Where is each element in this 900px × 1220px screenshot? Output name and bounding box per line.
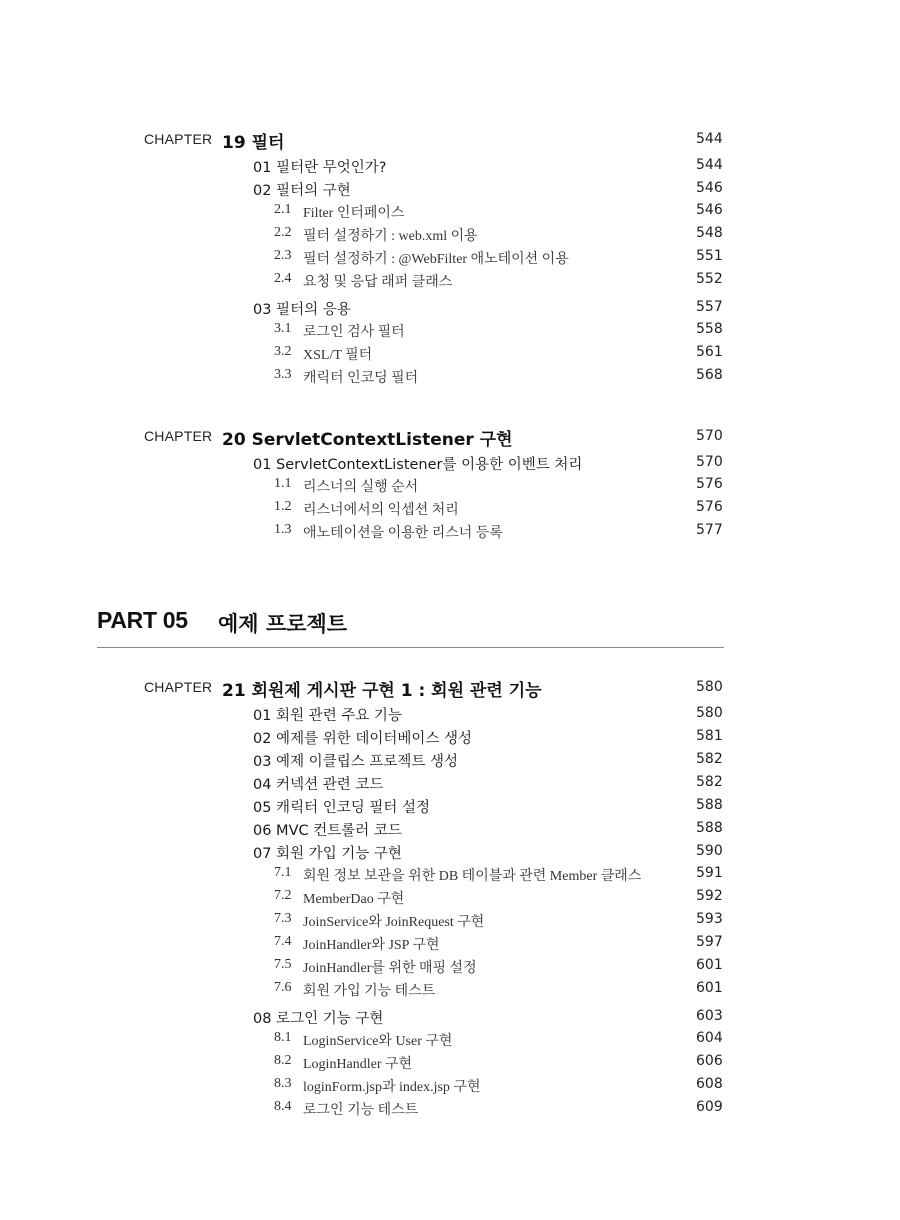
subsection-title[interactable]: JoinHandler와 JSP 구현	[303, 938, 440, 953]
subsection-title[interactable]: 회원 가입 기능 테스트	[303, 984, 436, 999]
subsection-number: 2.2	[274, 225, 292, 240]
section-title[interactable]: 03 예제 이클립스 프로젝트 생성	[253, 754, 458, 770]
subsection-page-number: 558	[696, 321, 723, 337]
chapter-label: CHAPTER	[144, 428, 213, 444]
section-title[interactable]: 02 예제를 위한 데이터베이스 생성	[253, 731, 472, 747]
subsection-number: 7.5	[274, 957, 292, 972]
subsection-page-number: 551	[696, 248, 723, 264]
subsection-number: 1.1	[274, 476, 292, 491]
section-page-number: 582	[696, 751, 723, 767]
subsection-number: 2.1	[274, 202, 292, 217]
section-page-number: 544	[696, 157, 723, 173]
chapter-title[interactable]: 20 ServletContextListener 구현	[222, 430, 513, 450]
subsection-number: 8.1	[274, 1030, 292, 1045]
subsection-page-number: 592	[696, 888, 723, 904]
subsection-title[interactable]: MemberDao 구현	[303, 892, 405, 907]
subsection-title[interactable]: JoinHandler를 위한 매핑 설정	[303, 961, 477, 976]
chapter-title[interactable]: 21 회원제 게시판 구현 1 : 회원 관련 기능	[222, 681, 542, 701]
section-title[interactable]: 01 ServletContextListener를 이용한 이벤트 처리	[253, 457, 583, 473]
subsection-title[interactable]: 필터 설정하기 : @WebFilter 애노테이션 이용	[303, 252, 569, 267]
chapter-page-number: 570	[696, 428, 723, 444]
subsection-page-number: 576	[696, 476, 723, 492]
subsection-page-number: 609	[696, 1099, 723, 1115]
section-title[interactable]: 08 로그인 기능 구현	[253, 1011, 384, 1027]
subsection-number: 8.4	[274, 1099, 292, 1114]
section-title[interactable]: 07 회원 가입 기능 구현	[253, 846, 402, 862]
subsection-number: 3.1	[274, 321, 292, 336]
section-page-number: 580	[696, 705, 723, 721]
subsection-title[interactable]: XSL/T 필터	[303, 348, 373, 363]
subsection-title[interactable]: 로그인 기능 테스트	[303, 1103, 419, 1118]
section-title[interactable]: 03 필터의 응용	[253, 302, 351, 318]
part-title: 예제 프로젝트	[218, 612, 348, 636]
section-page-number: 570	[696, 454, 723, 470]
subsection-number: 7.6	[274, 980, 292, 995]
section-title[interactable]: 02 필터의 구현	[253, 183, 351, 199]
subsection-number: 1.2	[274, 499, 292, 514]
section-title[interactable]: 04 커넥션 관련 코드	[253, 777, 384, 793]
subsection-title[interactable]: Filter 인터페이스	[303, 206, 405, 221]
subsection-number: 8.2	[274, 1053, 292, 1068]
section-page-number: 588	[696, 797, 723, 813]
subsection-title[interactable]: 회원 정보 보관을 위한 DB 테이블과 관련 Member 클래스	[303, 869, 642, 884]
section-page-number: 590	[696, 843, 723, 859]
subsection-page-number: 593	[696, 911, 723, 927]
subsection-page-number: 552	[696, 271, 723, 287]
subsection-page-number: 561	[696, 344, 723, 360]
subsection-number: 2.3	[274, 248, 292, 263]
subsection-title[interactable]: 요청 및 응답 래퍼 클래스	[303, 275, 453, 290]
subsection-number: 3.2	[274, 344, 292, 359]
part-label: PART 05	[97, 607, 188, 633]
subsection-page-number: 606	[696, 1053, 723, 1069]
chapter-label: CHAPTER	[144, 679, 213, 695]
subsection-title[interactable]: LoginHandler 구현	[303, 1057, 413, 1072]
subsection-number: 7.1	[274, 865, 292, 880]
section-title[interactable]: 06 MVC 컨트롤러 코드	[253, 823, 402, 839]
subsection-title[interactable]: 로그인 검사 필터	[303, 325, 405, 340]
subsection-number: 8.3	[274, 1076, 292, 1091]
subsection-number: 7.2	[274, 888, 292, 903]
section-title[interactable]: 01 회원 관련 주요 기능	[253, 708, 402, 724]
subsection-title[interactable]: 리스너의 실행 순서	[303, 480, 419, 495]
subsection-page-number: 568	[696, 367, 723, 383]
chapter-label: CHAPTER	[144, 131, 213, 147]
subsection-number: 3.3	[274, 367, 292, 382]
section-page-number: 557	[696, 299, 723, 315]
section-page-number: 603	[696, 1008, 723, 1024]
subsection-title[interactable]: JoinService와 JoinRequest 구현	[303, 915, 485, 930]
subsection-page-number: 548	[696, 225, 723, 241]
subsection-title[interactable]: 필터 설정하기 : web.xml 이용	[303, 229, 478, 244]
subsection-number: 7.4	[274, 934, 292, 949]
section-title[interactable]: 01 필터란 무엇인가?	[253, 160, 387, 176]
subsection-page-number: 591	[696, 865, 723, 881]
subsection-page-number: 604	[696, 1030, 723, 1046]
subsection-page-number: 576	[696, 499, 723, 515]
subsection-title[interactable]: 애노테이션을 이용한 리스너 등록	[303, 526, 503, 541]
subsection-title[interactable]: loginForm.jsp과 index.jsp 구현	[303, 1080, 481, 1095]
section-page-number: 582	[696, 774, 723, 790]
part-divider	[97, 647, 724, 648]
subsection-page-number: 597	[696, 934, 723, 950]
subsection-number: 2.4	[274, 271, 292, 286]
chapter-title[interactable]: 19 필터	[222, 133, 285, 153]
chapter-page-number: 544	[696, 131, 723, 147]
subsection-title[interactable]: 캐릭터 인코딩 필터	[303, 371, 419, 386]
chapter-page-number: 580	[696, 679, 723, 695]
section-page-number: 546	[696, 180, 723, 196]
section-title[interactable]: 05 캐릭터 인코딩 필터 설정	[253, 800, 430, 816]
section-page-number: 588	[696, 820, 723, 836]
subsection-title[interactable]: LoginService와 User 구현	[303, 1034, 453, 1049]
subsection-page-number: 577	[696, 522, 723, 538]
subsection-page-number: 601	[696, 980, 723, 996]
section-page-number: 581	[696, 728, 723, 744]
subsection-number: 7.3	[274, 911, 292, 926]
subsection-page-number: 608	[696, 1076, 723, 1092]
subsection-title[interactable]: 리스너에서의 익셉션 처리	[303, 503, 459, 518]
subsection-page-number: 546	[696, 202, 723, 218]
subsection-page-number: 601	[696, 957, 723, 973]
subsection-number: 1.3	[274, 522, 292, 537]
